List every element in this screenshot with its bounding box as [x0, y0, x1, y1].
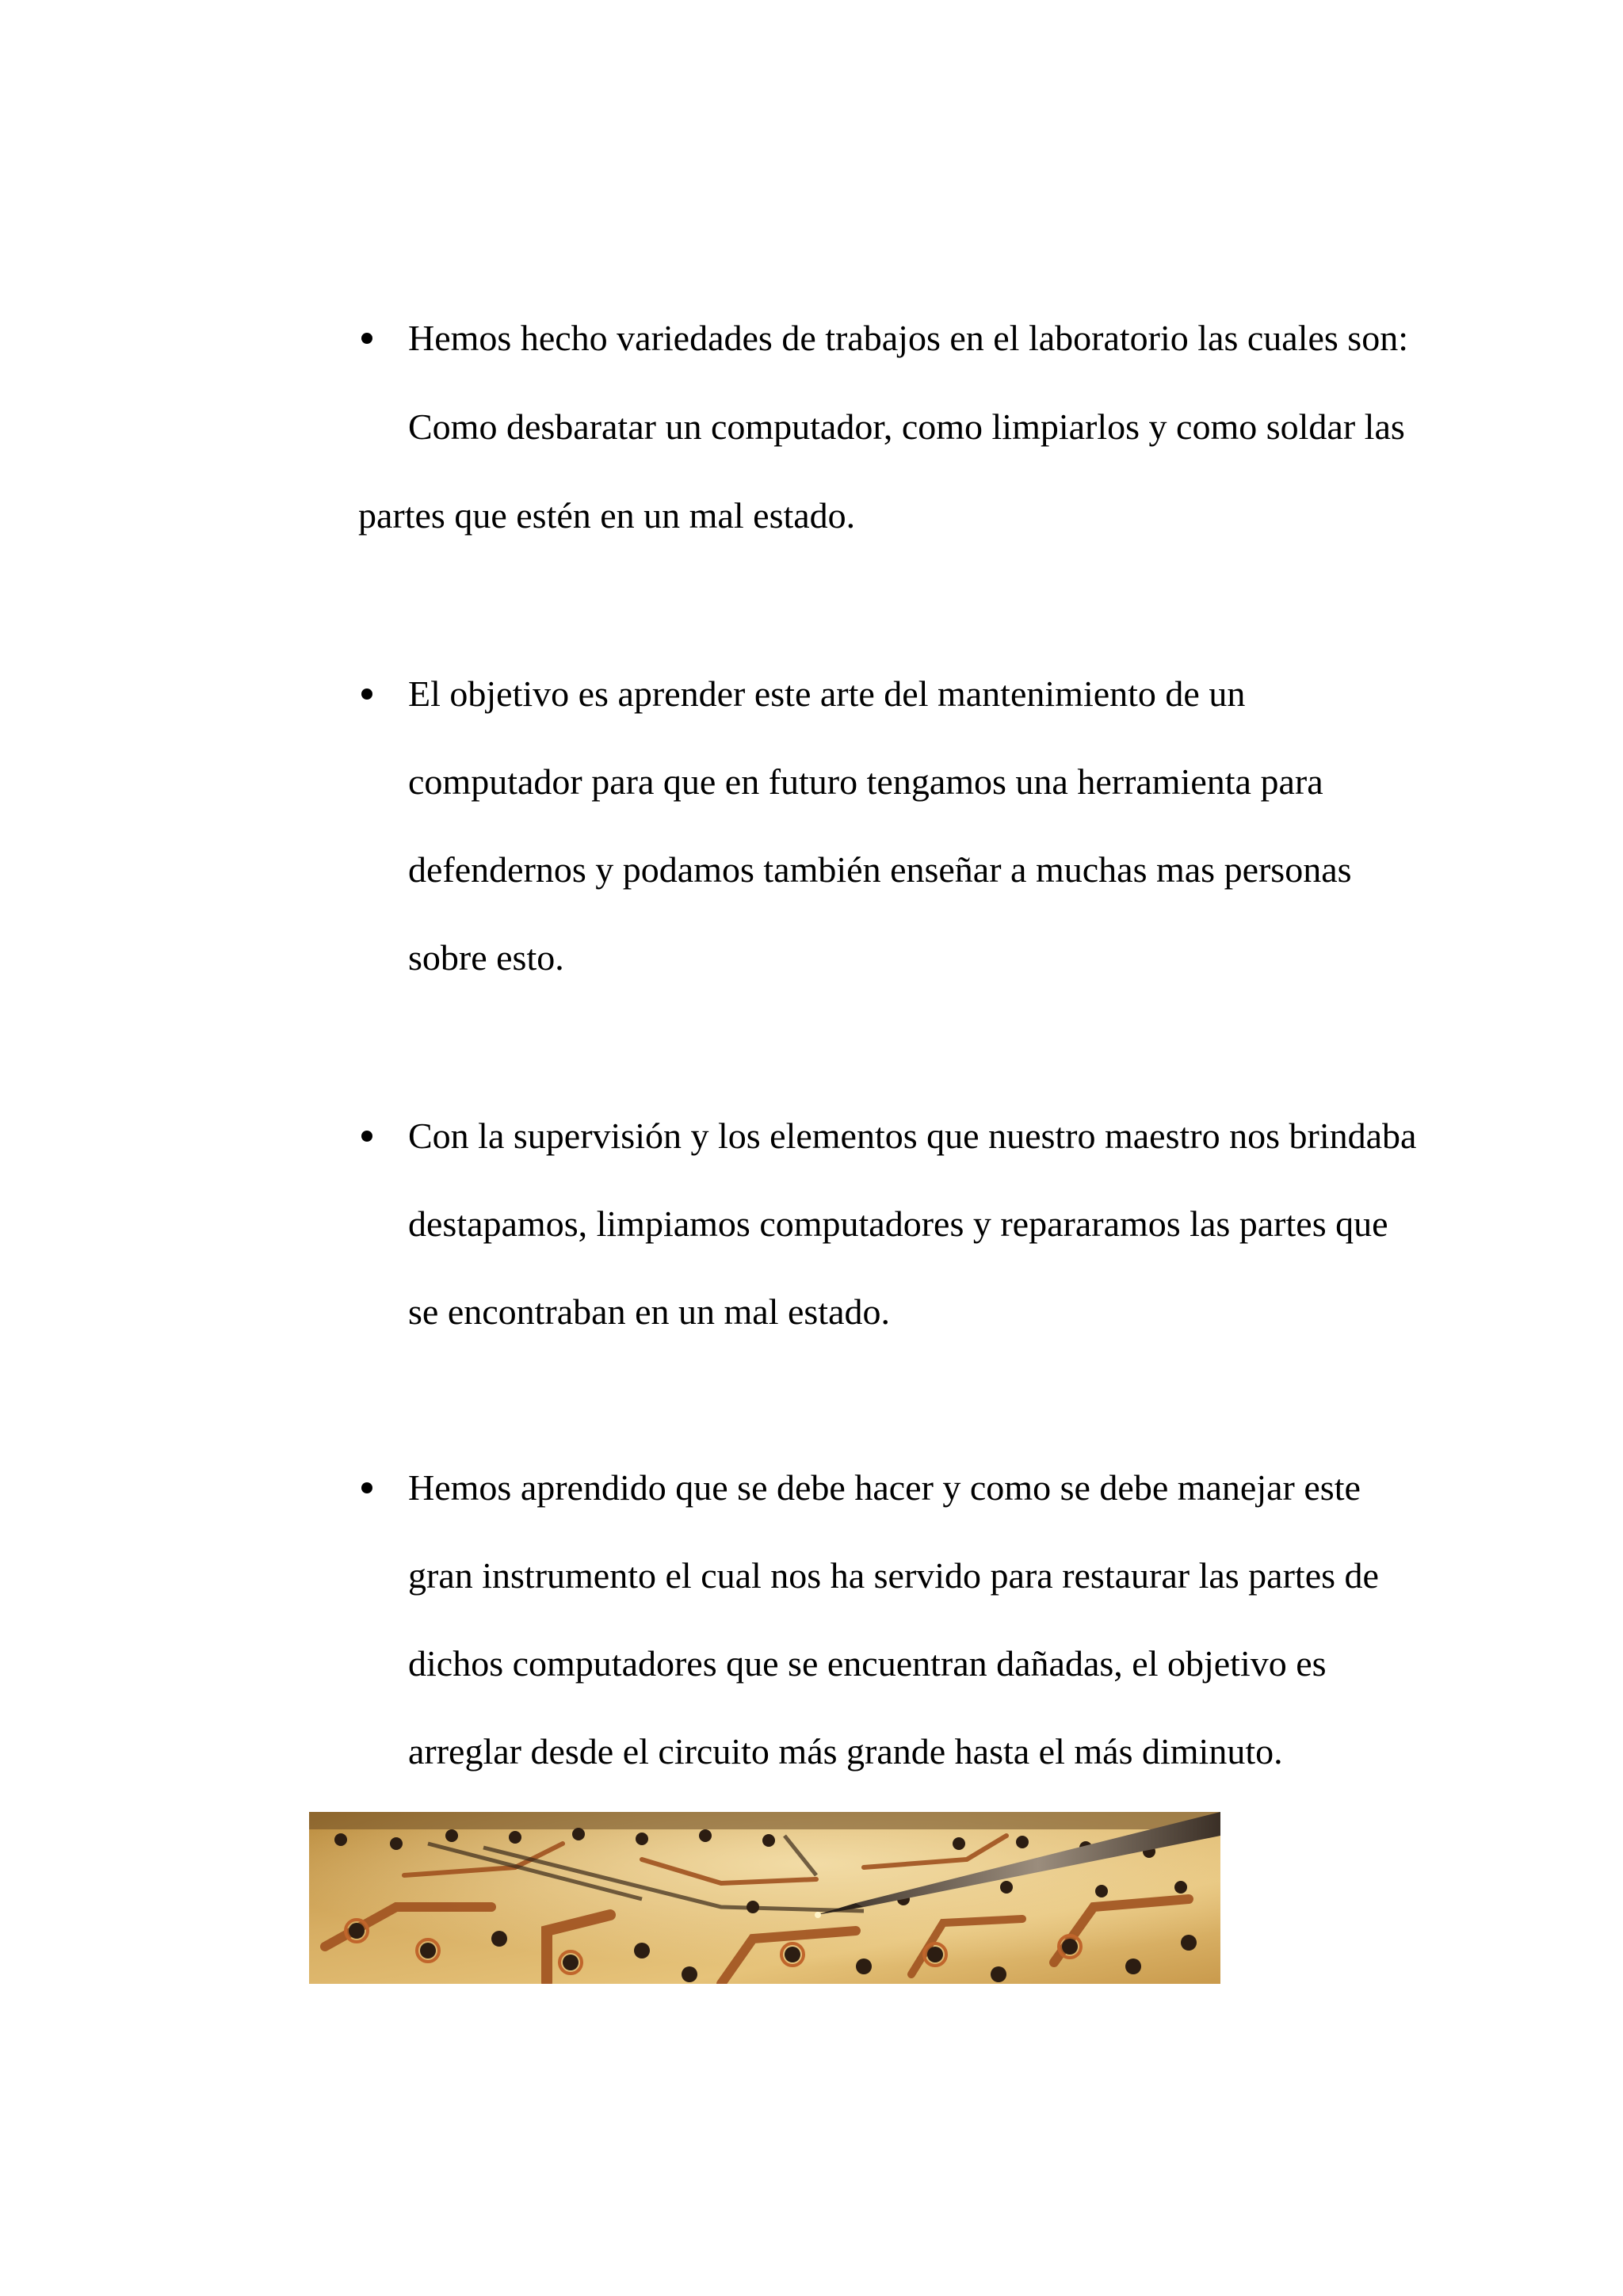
bullet-4-line-2: gran instrumento el cual nos ha servido para restaurar las partes de	[408, 1555, 1379, 1596]
bullet-dot-3	[361, 1131, 372, 1142]
bullet-3-line-2: destapamos, limpiamos computadores y repararamos las partes que	[408, 1203, 1388, 1244]
bullet-2-line-1: El objetivo es aprender este arte del mantenimiento de un	[408, 673, 1246, 714]
bullet-2-line-3: defendernos y podamos también enseñar a muchas mas personas	[408, 849, 1352, 890]
bullet-1-line-2: Como desbaratar un computador, como limpiarlos y como soldar las	[408, 406, 1405, 447]
bullet-2-line-4: sobre esto.	[408, 937, 564, 978]
circuit-board-photo	[309, 1812, 1220, 1984]
bullet-4-line-3: dichos computadores que se encuentran dañadas, el objetivo es	[408, 1643, 1327, 1684]
bullet-dot-2	[361, 688, 372, 700]
bullet-3-line-1: Con la supervisión y los elementos que nuestro maestro nos brindaba	[408, 1116, 1417, 1156]
bullet-1-line-3: partes que estén en un mal estado.	[358, 495, 856, 536]
bullet-1-line-1: Hemos hecho variedades de trabajos en el laboratorio las cuales son:	[408, 318, 1408, 358]
bullet-4-line-1: Hemos aprendido que se debe hacer y como se debe manejar este	[408, 1467, 1361, 1508]
bullet-dot-1	[361, 333, 372, 344]
bullet-2-line-2: computador para que en futuro tengamos una herramienta para	[408, 761, 1323, 802]
bullet-4-line-4: arreglar desde el circuito más grande hasta el más diminuto.	[408, 1731, 1283, 1772]
bullet-dot-4	[361, 1482, 372, 1493]
bullet-3-line-3: se encontraban en un mal estado.	[408, 1291, 890, 1332]
